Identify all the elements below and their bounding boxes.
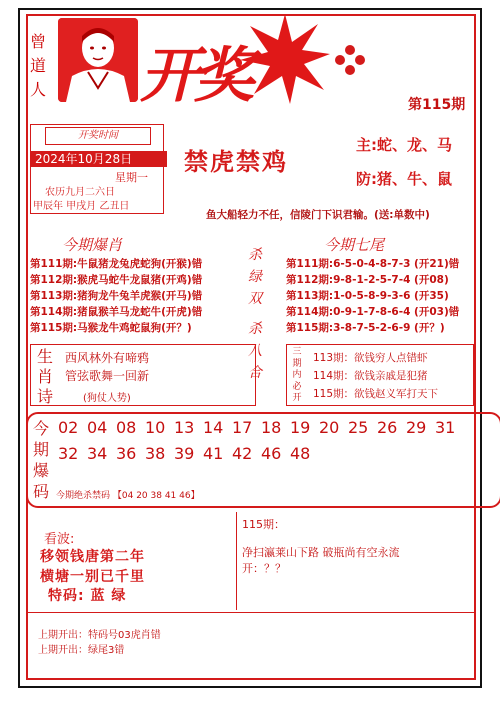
list-item: 115期：欲钱赵义军打天下 [313, 388, 439, 400]
vertical-char: 双 [248, 291, 262, 307]
vertical-char: 期 [292, 358, 302, 369]
numbers-label [30, 418, 52, 502]
kanbo-line-1: 移领钱唐第二年 [40, 549, 145, 565]
footnote-value: 【04 20 38 41 46】 [112, 491, 200, 501]
vertical-char: 内 [292, 370, 302, 380]
vertical-char: 开 [292, 393, 302, 403]
date-value: 2024年10月28日 [31, 151, 167, 167]
portrait-image [58, 18, 138, 102]
shengxiao-poem-box [30, 344, 256, 406]
logo-text: 开奖 [140, 41, 248, 111]
list-item: 114期：欲钱亲戚是犯猪 [313, 370, 428, 382]
number-cell: 10 [145, 418, 166, 437]
left-section-header: 今期爆肖 [62, 236, 123, 254]
vertical-char: 杀 [248, 247, 262, 263]
number-cell: 34 [87, 444, 108, 463]
vertical-char: 诗 [36, 387, 53, 406]
vertical-char: 八 [248, 343, 262, 359]
shengxiao-label [33, 347, 57, 407]
list-item: 第111期:6-5-0-4-8-7-3 (开21)错 [286, 258, 460, 270]
vertical-char: 必 [292, 381, 302, 392]
special-code-label: 特码: [48, 588, 85, 604]
vertical-char: 码 [32, 482, 49, 501]
vertical-char: 道 [29, 56, 46, 75]
headline-fang: 防:猪、牛、鼠 [356, 170, 452, 188]
bottom-divider [236, 512, 237, 610]
list-item: 第114期:猪鼠猴羊马龙蛇牛(开虎)错 [30, 306, 203, 318]
ganzhi-date: 甲辰年 甲戌月 乙丑日 [33, 201, 130, 212]
date-header: 开奖时间 [45, 127, 151, 145]
starburst-icon [240, 14, 330, 104]
list-item: 第113期:猪狗龙牛兔羊虎猴(开马)错 [30, 290, 203, 302]
footer-line-2: 上期开出：绿尾3错 [38, 645, 125, 656]
poem-line: 西风林外有啼鸦 [65, 351, 150, 365]
left-section-list [30, 256, 202, 336]
vertical-calligraphy [27, 30, 49, 102]
bottom-right-line-1: 净扫瀛莱山下路 破瓶尚有空永流 [242, 546, 400, 559]
list-item: 第112期:9-8-1-2-5-7-4 (开08) [286, 274, 449, 286]
number-cell: 41 [203, 444, 224, 463]
number-cell: 26 [377, 418, 398, 437]
number-cell: 14 [203, 418, 224, 437]
number-cell: 29 [406, 418, 427, 437]
list-item: 第111期:牛鼠猪龙兔虎蛇狗(开猴)错 [30, 258, 203, 270]
number-cell: 04 [87, 418, 108, 437]
number-cell: 17 [232, 418, 253, 437]
numbers-row-1 [58, 418, 464, 437]
number-cell: 46 [261, 444, 282, 463]
number-cell: 19 [290, 418, 311, 437]
number-cell: 18 [261, 418, 282, 437]
kanbo-label: 看波: [44, 532, 75, 547]
footer-divider [26, 612, 476, 613]
numbers-box [26, 412, 500, 508]
middle-column-top [244, 244, 266, 310]
vertical-char: 曾 [29, 32, 46, 51]
vertical-char: 人 [29, 80, 46, 99]
number-cell: 25 [348, 418, 369, 437]
number-cell: 13 [174, 418, 195, 437]
list-item: 第114期:0-9-1-7-8-6-4 (开03)错 [286, 306, 460, 318]
vertical-char: 杀 [248, 321, 262, 337]
poem-line: 管弦歌舞一回新 [65, 369, 150, 383]
number-cell: 48 [290, 444, 311, 463]
vertical-char: 绿 [248, 269, 262, 285]
number-cell: 31 [435, 418, 456, 437]
number-cell: 20 [319, 418, 340, 437]
list-item: 第115期:马猴龙牛鸡蛇鼠狗(开？) [30, 322, 192, 334]
list-item: 113期：欲钱穷人点错虾 [313, 352, 428, 364]
vertical-char: 三 [292, 347, 302, 357]
vertical-char: 生 [36, 347, 53, 366]
number-cell: 38 [145, 444, 166, 463]
date-box [30, 124, 164, 214]
number-cell: 02 [58, 418, 79, 437]
right-section-header: 今期七尾 [324, 236, 385, 254]
vertical-char: 期 [32, 440, 49, 459]
vertical-char: 今 [32, 419, 49, 438]
numbers-footnote [56, 488, 200, 501]
kanbo-line-2: 横塘一别已千里 [40, 569, 145, 585]
flower-icon [330, 40, 370, 80]
list-item: 第112期:猴虎马蛇牛龙鼠猪(开鸡)错 [30, 274, 203, 286]
bottom-right-line-2: 开：？？ [242, 562, 286, 575]
poem-hint: (狗仗人势) [83, 393, 131, 404]
number-cell: 32 [58, 444, 79, 463]
number-cell: 36 [116, 444, 137, 463]
lunar-date: 农历九月二六日 [45, 187, 115, 198]
vertical-char: 合 [248, 365, 262, 381]
headline-zhu: 主:蛇、龙、马 [356, 136, 452, 154]
headline-title: 禁虎禁鸡 [184, 148, 288, 176]
number-cell: 08 [116, 418, 137, 437]
vertical-char: 肖 [36, 367, 53, 386]
list-item: 第115期:3-8-7-5-2-6-9 (开？) [286, 322, 445, 334]
issue-number: 第115期 [408, 97, 466, 113]
numbers-row-2 [58, 444, 319, 463]
vertical-char: 爆 [32, 461, 49, 480]
footnote-label: 今期绝杀禁码 [56, 491, 111, 501]
weekday: 星期一 [115, 171, 148, 184]
list-item: 第113期:1-0-5-8-9-3-6 (开35) [286, 290, 449, 302]
special-code-value: 蓝 绿 [90, 588, 127, 604]
headline-poem: 鱼大船轻力不任，信陵门下识君输。(送:单数中) [206, 209, 430, 221]
number-cell: 42 [232, 444, 253, 463]
bottom-right-label: 115期： [242, 518, 285, 531]
right-section-list [286, 256, 459, 336]
footer-line-1: 上期开出：特码号03虎肖错 [38, 630, 161, 641]
number-cell: 39 [174, 444, 195, 463]
three-issue-label [291, 347, 303, 405]
three-issue-box [286, 344, 474, 406]
special-code [48, 585, 126, 605]
